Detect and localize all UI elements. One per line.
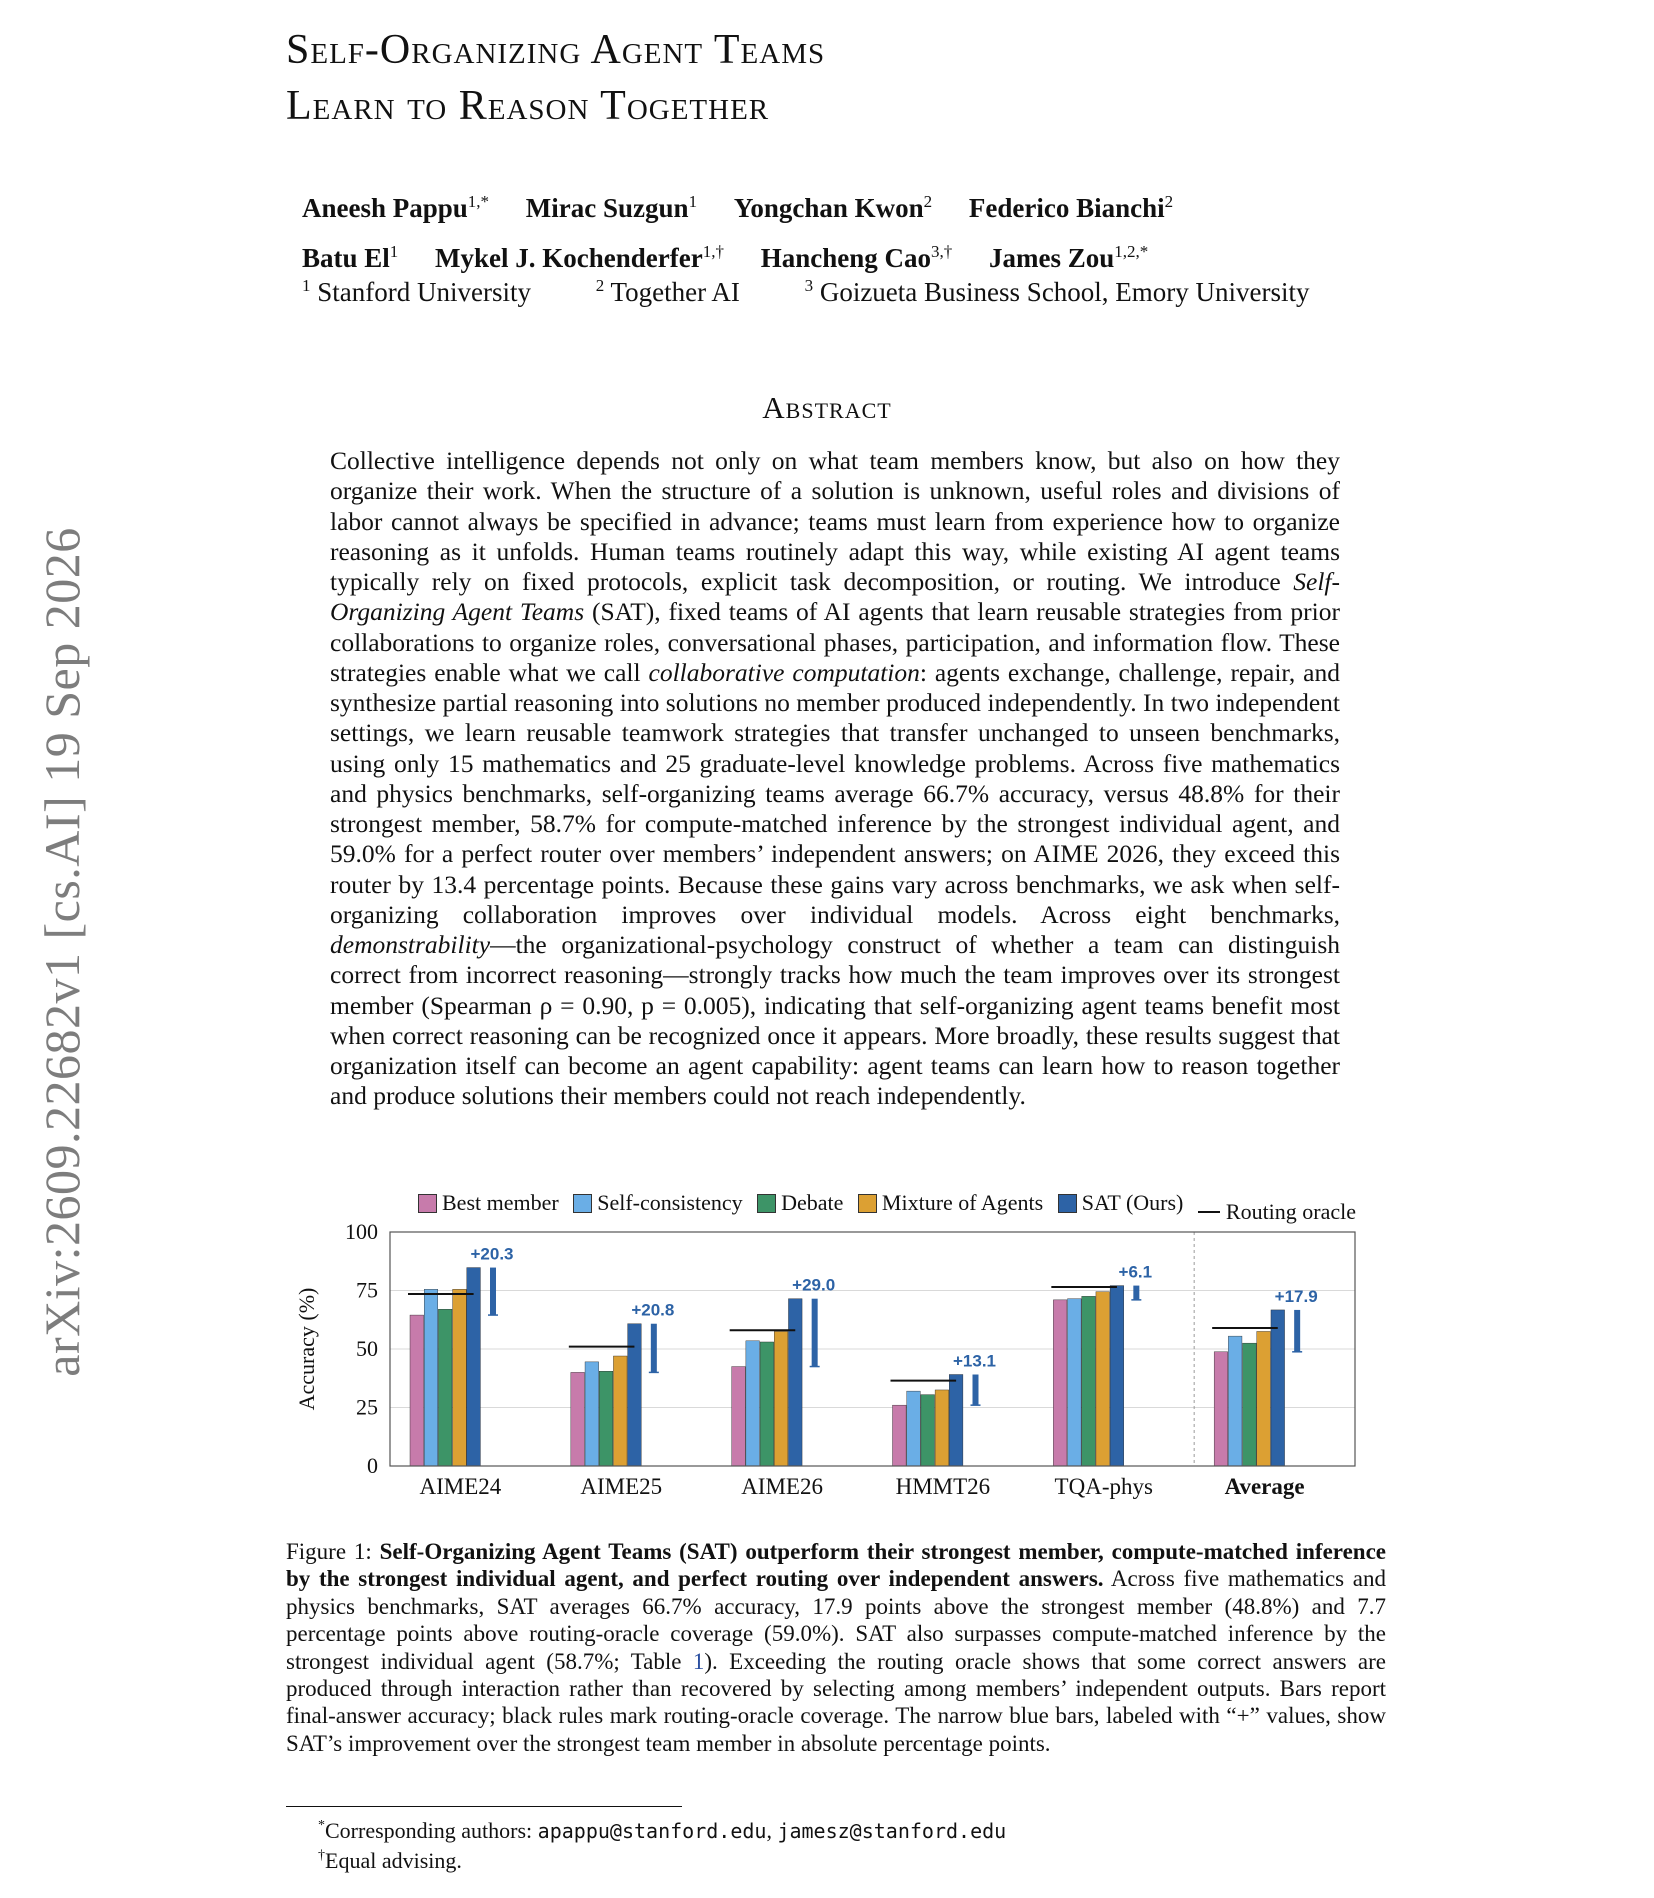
legend-swatch — [573, 1194, 592, 1213]
caption-bold: Self-Organizing Agent Teams (SAT) outperform their strongest member, compute-matched inference by the strongest individual agent, and perfect routing over independent answers. — [286, 1539, 1386, 1592]
legend-item-mixture-of-agents: Mixture of Agents — [858, 1190, 1043, 1216]
improvement-bar — [1133, 1286, 1139, 1300]
affiliation: $^1$ Stanford University — [302, 276, 531, 307]
figure-1-bar-chart — [280, 1220, 1380, 1520]
author: Federico Bianchi$^2$ — [968, 192, 1174, 223]
x-tick-label: Average — [1224, 1474, 1305, 1499]
improvement-label: +20.3 — [470, 1244, 514, 1264]
bar — [585, 1362, 599, 1466]
legend-item-sat: SAT (Ours) — [1058, 1190, 1184, 1216]
legend-item-routing-oracle: Routing oracle — [1198, 1199, 1356, 1225]
bar — [613, 1356, 627, 1466]
author: Yongchan Kwon$^2$ — [733, 192, 933, 223]
bar — [732, 1367, 746, 1466]
bar — [893, 1405, 907, 1466]
bar — [1271, 1310, 1285, 1466]
bar — [453, 1289, 467, 1466]
title-line-2: Learn to Reason Together — [286, 83, 770, 129]
x-tick-label: TQA-phys — [1054, 1474, 1153, 1499]
author: Hancheng Cao$^{3,\dagger}$ — [760, 242, 953, 273]
bar — [1228, 1336, 1242, 1466]
author-row-2 — [302, 230, 1402, 280]
improvement-bar — [490, 1268, 496, 1316]
bar — [788, 1299, 802, 1466]
x-tick-label: HMMT26 — [895, 1474, 991, 1499]
author: Batu El$^1$ — [302, 242, 399, 273]
bar — [571, 1372, 585, 1466]
bar — [1257, 1331, 1271, 1466]
bar — [935, 1390, 949, 1466]
bar — [1068, 1299, 1082, 1466]
author: Aneesh Pappu$^{1,*}$ — [302, 192, 490, 223]
legend-item-debate: Debate — [757, 1190, 843, 1216]
legend-rule — [1198, 1211, 1220, 1213]
abstract-heading: Abstract — [762, 390, 892, 425]
email-link[interactable]: jamesz@stanford.edu — [777, 1819, 1007, 1843]
legend-item-self-consistency: Self-consistency — [573, 1190, 742, 1216]
improvement-bar — [651, 1324, 657, 1373]
legend-swatch — [418, 1194, 437, 1213]
bar — [1096, 1292, 1110, 1466]
bar — [949, 1375, 963, 1466]
author-list — [302, 180, 1402, 280]
legend-swatch — [757, 1194, 776, 1213]
improvement-label: +29.0 — [792, 1275, 836, 1295]
bar — [628, 1324, 642, 1466]
arxiv-stamp-text: arXiv:2609.22682v1 [cs.AI] 19 Sep 2026 — [34, 527, 90, 1377]
affiliations — [302, 276, 1368, 308]
x-tick-label: AIME26 — [741, 1474, 823, 1499]
author: James Zou$^{1,2,*}$ — [989, 242, 1149, 273]
y-tick-label: 50 — [356, 1336, 378, 1361]
paper-title — [286, 22, 1386, 134]
bar — [907, 1391, 921, 1466]
bar — [1214, 1352, 1228, 1466]
bar — [760, 1342, 774, 1466]
bar — [1082, 1296, 1096, 1466]
improvement-bar — [812, 1299, 818, 1367]
abstract-paragraph: Collective intelligence depends not only on what team members know, but also on how they organize their work. When the structure of a solution is unknown, useful roles and divisions of labor cannot always be specified in advance; teams must learn from experience how to organize reasoning as it unfolds. Human teams routinely adapt this way, while existing AI agent teams typically rely on fixed protocols, explicit task decomposition, or routing. We introduce Self-Organizing Agent Teams (SAT), fixed teams of AI agents that learn reusable strategies from prior collaborations to organize roles, conversational phases, participation, and information flow. These strategies enable what we call collaborative computation: agents exchange, challenge, repair, and synthesize partial reasoning into solutions no member produced independently. In two independent settings, we learn reusable teamwork strategies that transfer unchanged to unseen benchmarks, using only 15 mathematics and 25 graduate-level knowledge problems. Across five mathematics and physics benchmarks, self-organizing teams average 66.7% accuracy, versus 48.8% for their strongest member, 58.7% for compute-matched inference by the strongest individual agent, and 59.0% for a perfect router over members’ independent answers; on AIME 2026, they exceed this router by 13.4 percentage points. Because these gains vary across benchmarks, we ask when self-organizing collaboration improves over individual models. Across eight benchmarks, demonstrability—the organizational-psychology construct of whether a team can distinguish correct from incorrect reasoning—strongly tracks how much the team improves over its strongest member (Spearman ρ = 0.90, p = 0.005), indicating that self-organizing agent teams benefit most when correct reasoning can be recognized once it appears. More broadly, these results suggest that organization itself can become an agent capability: agent teams can learn how to reason together and produce solutions their members could not reach independently. — [330, 446, 1340, 1111]
bar — [599, 1371, 613, 1466]
footnote-equal-advising: †Equal advising. — [318, 1848, 462, 1873]
sat-term: Self-Organizing Agent Teams — [330, 567, 1340, 627]
demonstrability-term: demonstrability — [330, 930, 491, 959]
caption-paragraph: Figure 1: Self-Organizing Agent Teams (SAT) outperform their strongest member, compute-matched inference by the strongest individual agent, and perfect routing over independent answers. Across five mathematics and physics benchmarks, SAT averages 66.7% accuracy, 17.9 points above the strongest member (48.8%) and 7.7 percentage points above routing-oracle coverage (59.0%). SAT also surpasses compute-matched inference by the strongest individual agent (58.7%; Table 1). Exceeding the routing oracle shows that some correct answers are produced through interaction rather than recovered by selecting among members’ independent outputs. Bars report final-answer accuracy; black rules mark routing-oracle coverage. The narrow blue bars, labeled with “+” values, show SAT’s improvement over the strongest team member in absolute percentage points. — [286, 1539, 1387, 1756]
figure-caption — [286, 1538, 1386, 1757]
footnote-corresponding: *Corresponding authors: apappu@stanford.edu, jamesz@stanford.edu — [318, 1818, 1007, 1843]
bar — [1053, 1300, 1067, 1466]
email-link[interactable]: apappu@stanford.edu — [537, 1819, 767, 1843]
bar — [467, 1268, 481, 1466]
x-tick-label: AIME25 — [580, 1474, 663, 1499]
improvement-label: +20.8 — [631, 1300, 675, 1320]
author: Mirac Suzgun$^1$ — [525, 192, 698, 223]
y-axis-label: Accuracy (%) — [294, 1287, 319, 1411]
table-reference-link[interactable]: 1 — [692, 1648, 705, 1674]
improvement-bar — [973, 1375, 979, 1406]
author: Mykel J. Kochenderfer$^{1,\dagger}$ — [435, 242, 724, 273]
arxiv-stamp — [0, 0, 125, 1898]
y-tick-label: 75 — [356, 1277, 378, 1303]
y-tick-label: 0 — [367, 1453, 378, 1478]
affiliation: $^2$ Together AI — [595, 276, 740, 307]
bar — [746, 1341, 760, 1466]
improvement-label: +17.9 — [1274, 1286, 1318, 1306]
legend-swatch — [858, 1194, 877, 1213]
bar — [410, 1315, 424, 1466]
bar — [438, 1309, 452, 1466]
y-tick-label: 25 — [356, 1394, 378, 1420]
improvement-label: +6.1 — [1118, 1262, 1153, 1282]
x-tick-label: AIME24 — [419, 1474, 502, 1499]
bar — [921, 1395, 935, 1466]
affiliation: $^3$ Goizueta Business School, Emory University — [804, 276, 1310, 307]
improvement-label: +13.1 — [952, 1351, 997, 1371]
y-tick-label: 100 — [345, 1220, 378, 1244]
bar — [1110, 1286, 1124, 1466]
abstract-body — [330, 446, 1340, 1112]
title-line-1: Self-Organizing Agent Teams — [286, 27, 826, 73]
author-row-1 — [302, 180, 1402, 230]
bar — [1243, 1343, 1257, 1466]
legend-item-best-member: Best member — [418, 1190, 559, 1216]
legend-swatch — [1058, 1194, 1077, 1213]
footnote-divider — [286, 1806, 682, 1807]
bar — [774, 1331, 788, 1466]
improvement-bar — [1294, 1310, 1300, 1352]
bar — [424, 1289, 438, 1466]
collaborative-computation-term: collaborative computation — [648, 657, 920, 687]
